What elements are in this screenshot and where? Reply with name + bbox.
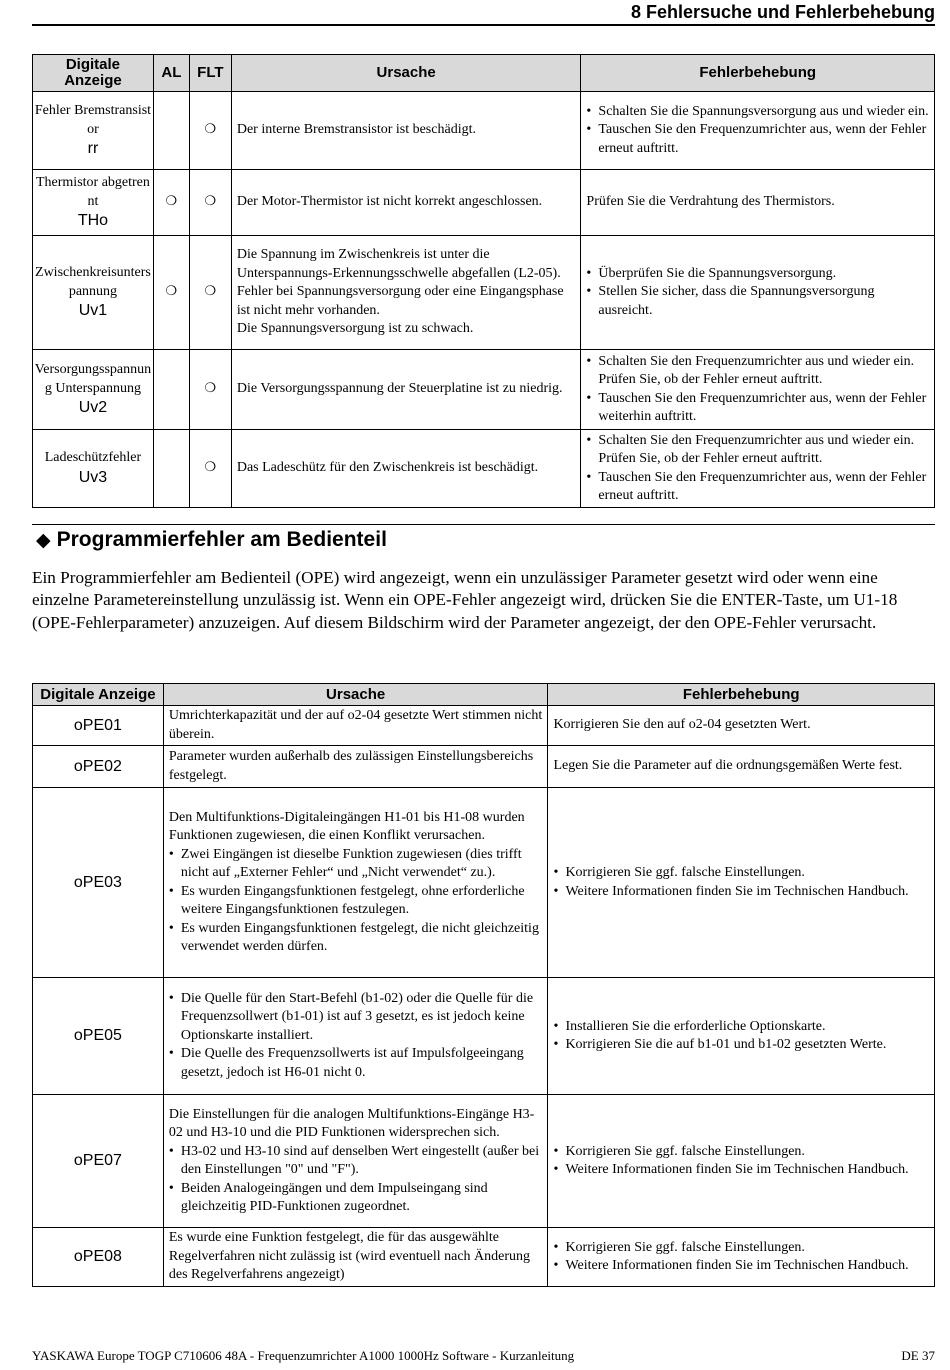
fault-table xyxy=(32,54,935,508)
fix-cell xyxy=(581,430,935,508)
cause-list xyxy=(169,1143,543,1217)
col-header-fix: Fehlerbehebung xyxy=(548,684,935,706)
fix-list-item: • Schalten Sie den Frequenzumrichter aus und wieder ein. Prüfen Sie, ob der Fehler erneut auftritt. xyxy=(586,353,929,390)
fault-name: Zwischenkreisunterspannung xyxy=(35,265,151,299)
cause-list-item: • Es wurden Eingangsfunktionen festgelegt, die nicht gleichzeitig verwendet werden dürfen. xyxy=(169,920,543,957)
display-cell xyxy=(33,350,154,430)
ope-row xyxy=(33,706,935,746)
fix-list xyxy=(553,864,929,901)
cause-line: Die Versorgungsspannung der Steuerplatine ist zu niedrig. xyxy=(236,381,563,397)
fault-code: rr xyxy=(87,140,99,157)
fault-indicator-icon: ❍ xyxy=(189,430,231,508)
cause-line: Es wurde eine Funktion festgelegt, die für das ausgewählte Regelverfahren nicht zulässig ist (wird eventuell nach Änderung des Regelverfahrens angezeigt) xyxy=(168,1230,531,1283)
fix-list-item: • Stellen Sie sicher, dass die Spannungsversorgung ausreicht. xyxy=(586,283,929,320)
fix-cell xyxy=(548,788,935,978)
fault-code: Uv3 xyxy=(78,468,108,486)
fault-indicator-icon: ❍ xyxy=(189,350,231,430)
cause-line: Die Einstellungen für die analogen Multifunktions-Eingänge H3-02 und H3-10 und die PID Funktionen widersprechen sich. xyxy=(168,1106,535,1140)
cause-cell xyxy=(163,788,548,978)
diamond-icon: ◆ xyxy=(36,529,51,551)
fix-text: Legen Sie die Parameter auf die ordnungsgemäßen Werte fest. xyxy=(553,758,903,774)
fix-text: Prüfen Sie die Verdrahtung des Thermistors. xyxy=(586,194,835,210)
fix-list-item: • Schalten Sie den Frequenzumrichter aus und wieder ein. Prüfen Sie, ob der Fehler erneut auftritt. xyxy=(586,432,929,469)
fix-list-item: • Korrigieren Sie ggf. falsche Einstellungen. xyxy=(553,1143,929,1162)
col-header-cause: Ursache xyxy=(163,684,548,706)
fault-name: Ladeschützfehler xyxy=(44,450,142,466)
cause-line: Der Motor-Thermistor ist nicht korrekt angeschlossen. xyxy=(236,194,543,210)
ope-code: oPE03 xyxy=(73,873,122,891)
display-cell xyxy=(33,788,164,978)
fix-cell xyxy=(548,706,935,746)
fix-list xyxy=(586,353,929,427)
page-footer xyxy=(32,1348,935,1364)
fix-list xyxy=(553,1018,929,1055)
cause-cell xyxy=(231,430,581,508)
cause-line: Parameter wurden außerhalb des zulässigen Einstellungsbereichs festgelegt. xyxy=(168,749,534,783)
chapter-title: 8 Fehlersuche und Fehlerbehebung xyxy=(630,2,935,22)
fix-list xyxy=(553,1143,929,1180)
cause-list xyxy=(169,990,543,1083)
cause-cell xyxy=(231,350,581,430)
ope-code: oPE07 xyxy=(73,1152,122,1169)
fix-cell xyxy=(548,1228,935,1287)
fix-list xyxy=(586,432,929,506)
cause-list-item: • Beiden Analogeingängen und dem Impulseingang sind gleichzeitig PID-Funktionen zugeordnet. xyxy=(169,1180,543,1217)
cause-line: Der interne Bremstransistor ist beschädigt. xyxy=(236,122,476,138)
cause-cell xyxy=(163,978,548,1095)
fix-list-item: • Korrigieren Sie die auf b1-01 und b1-02 gesetzten Werte. xyxy=(553,1036,929,1055)
fix-list-item: • Tauschen Sie den Frequenzumrichter aus, wenn der Fehler weiterhin auftritt. xyxy=(586,390,929,427)
col-header-fix: Fehlerbehebung xyxy=(581,55,935,92)
section-paragraph: Ein Programmierfehler am Bedienteil (OPE) wird angezeigt, wenn ein unzulässiger Parameter gesetzt wird oder wenn eine einzelne Parametereinstellung unzulässig ist. Wenn ein OPE-Fehler angezeigt wird, drücken Sie die ENTER-Taste, um U1-18 (OPE-Fehlerparameter) anzuzeigen. Auf diesem Bildschirm wird der Parameter angezeigt, der den OPE-Fehler verursacht. xyxy=(32,568,898,632)
ope-code: oPE02 xyxy=(73,757,122,775)
cause-cell xyxy=(163,1228,548,1287)
col-header-display: Digitale Anzeige xyxy=(33,55,154,92)
col-header-cause: Ursache xyxy=(231,55,581,92)
cause-cell xyxy=(163,746,548,788)
ope-code: oPE01 xyxy=(73,716,122,734)
ope-row xyxy=(33,746,935,788)
display-cell xyxy=(33,430,154,508)
fix-cell xyxy=(581,170,935,236)
fault-code: Uv2 xyxy=(78,399,108,416)
fix-list-item: • Tauschen Sie den Frequenzumrichter aus, wenn der Fehler erneut auftritt. xyxy=(586,469,929,506)
fix-list-item: • Schalten Sie die Spannungsversorgung aus und wieder ein. xyxy=(586,103,929,122)
ope-table-header xyxy=(33,684,935,706)
alarm-indicator-icon: ❍ xyxy=(153,170,189,236)
fix-cell xyxy=(581,350,935,430)
cause-list-item: • Zwei Eingängen ist dieselbe Funktion zugewiesen (dies trifft nicht auf „Externer Fehler“ und „Nicht verwendet“ zu.). xyxy=(169,846,543,883)
fix-cell xyxy=(581,92,935,170)
section-title: Programmierfehler am Bedienteil xyxy=(56,528,387,551)
cause-cell xyxy=(163,706,548,746)
col-header-display: Digitale Anzeige xyxy=(33,684,164,706)
fix-list xyxy=(586,265,929,321)
cause-list xyxy=(169,846,543,957)
fault-code: THo xyxy=(77,212,109,229)
fault-row xyxy=(33,350,935,430)
fix-text: Korrigieren Sie den auf o2-04 gesetzten Wert. xyxy=(553,717,811,733)
fix-list-item: • Weitere Informationen finden Sie im Technischen Handbuch. xyxy=(553,1257,929,1276)
cause-line: Umrichterkapazität und der auf o2-04 gesetzte Wert stimmen nicht überein. xyxy=(168,708,543,742)
display-cell xyxy=(33,706,164,746)
page-header xyxy=(32,0,935,26)
fix-list xyxy=(553,1239,929,1276)
cause-line: Die Spannung im Zwischenkreis ist unter die Unterspannungs-Erkennungsschwelle abgefallen (L2-05). xyxy=(236,247,561,281)
fix-cell xyxy=(548,746,935,788)
cause-list-item: • H3-02 und H3-10 sind auf denselben Wert eingestellt (außer bei den Einstellungen "0" und "F"). xyxy=(169,1143,543,1180)
fix-list-item: • Korrigieren Sie ggf. falsche Einstellungen. xyxy=(553,864,929,883)
cause-list-item: • Es wurden Eingangsfunktionen festgelegt, ohne erforderliche weitere Eingangsfunktionen festzulegen. xyxy=(169,883,543,920)
ope-row xyxy=(33,1095,935,1228)
cause-cell xyxy=(231,236,581,350)
alarm-indicator-icon xyxy=(153,430,189,508)
section-heading xyxy=(36,528,387,552)
fault-indicator-icon: ❍ xyxy=(189,236,231,350)
display-cell xyxy=(33,1095,164,1228)
page-number: DE 37 xyxy=(901,1348,935,1363)
display-cell xyxy=(33,170,154,236)
alarm-indicator-icon: ❍ xyxy=(153,236,189,350)
ope-code: oPE08 xyxy=(73,1248,122,1265)
col-header-flt: FLT xyxy=(189,55,231,92)
display-cell xyxy=(33,1228,164,1287)
fault-table-header xyxy=(33,55,935,92)
fix-list xyxy=(586,103,929,159)
fault-row xyxy=(33,170,935,236)
display-cell xyxy=(33,236,154,350)
cause-line: Das Ladeschütz für den Zwischenkreis ist beschädigt. xyxy=(236,460,539,476)
fault-row xyxy=(33,430,935,508)
cause-list-item: • Die Quelle des Frequenzsollwerts ist auf Impulsfolgeeingang gesetzt, jedoch ist H6-01 nicht 0. xyxy=(169,1045,543,1082)
footer-document-id: YASKAWA Europe TOGP C710606 48A - Frequenzumrichter A1000 1000Hz Software - Kurzanleitung xyxy=(32,1348,575,1363)
alarm-indicator-icon xyxy=(153,92,189,170)
display-cell xyxy=(33,746,164,788)
cause-line: Den Multifunktions-Digitaleingängen H1-01 bis H1-08 wurden Funktionen zugewiesen, die einen Konflikt verursachen. xyxy=(168,809,525,843)
ope-row xyxy=(33,1228,935,1287)
fix-list-item: • Tauschen Sie den Frequenzumrichter aus, wenn der Fehler erneut auftritt. xyxy=(586,121,929,158)
cause-cell xyxy=(163,1095,548,1228)
fault-code: Uv1 xyxy=(78,302,108,319)
cause-line: Die Spannungsversorgung ist zu schwach. xyxy=(236,321,474,337)
fault-indicator-icon: ❍ xyxy=(189,170,231,236)
fix-list-item: • Weitere Informationen finden Sie im Technischen Handbuch. xyxy=(553,883,929,902)
fault-row xyxy=(33,236,935,350)
fault-row xyxy=(33,92,935,170)
display-cell xyxy=(33,978,164,1095)
fix-cell xyxy=(581,236,935,350)
ope-row xyxy=(33,788,935,978)
fix-list-item: • Weitere Informationen finden Sie im Technischen Handbuch. xyxy=(553,1161,929,1180)
cause-cell xyxy=(231,92,581,170)
alarm-indicator-icon xyxy=(153,350,189,430)
fault-name: Fehler Bremstransistor xyxy=(34,103,152,137)
fix-list-item: • Installieren Sie die erforderliche Optionskarte. xyxy=(553,1018,929,1037)
col-header-al: AL xyxy=(153,55,189,92)
fault-name: Thermistor abgetrennt xyxy=(35,175,150,209)
display-cell xyxy=(33,92,154,170)
cause-line: Fehler bei Spannungsversorgung oder eine Eingangsphase ist nicht mehr vorhanden. xyxy=(236,284,564,318)
ope-row xyxy=(33,978,935,1095)
fix-list-item: • Korrigieren Sie ggf. falsche Einstellungen. xyxy=(553,1239,929,1258)
fault-indicator-icon: ❍ xyxy=(189,92,231,170)
cause-list-item: • Die Quelle für den Start-Befehl (b1-02) oder die Quelle für die Frequenzsollwert (b1-01) ist auf 3 gesetzt, es ist jedoch keine Optionskarte installiert. xyxy=(169,990,543,1046)
fix-cell xyxy=(548,978,935,1095)
section-divider xyxy=(32,524,935,525)
fault-name: Versorgungsspannung Unterspannung xyxy=(34,362,152,396)
ope-table xyxy=(32,683,935,1287)
cause-cell xyxy=(231,170,581,236)
fix-cell xyxy=(548,1095,935,1228)
ope-code: oPE05 xyxy=(73,1027,122,1044)
fix-list-item: • Überprüfen Sie die Spannungsversorgung. xyxy=(586,265,929,284)
